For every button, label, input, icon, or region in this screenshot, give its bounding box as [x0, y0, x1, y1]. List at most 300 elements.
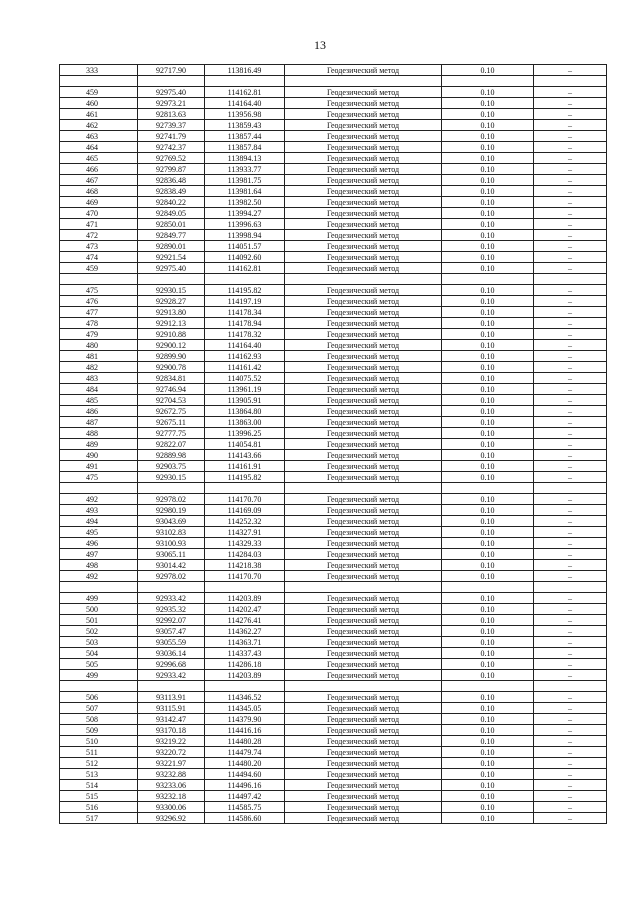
method-cell: Геодезический метод	[285, 692, 442, 703]
description-cell: –	[534, 538, 607, 549]
method-cell: Геодезический метод	[285, 384, 442, 395]
description-cell: –	[534, 560, 607, 571]
point-number-cell: 474	[60, 252, 138, 263]
table-row	[60, 428, 607, 439]
table-row	[60, 417, 607, 428]
separator-row	[60, 483, 607, 494]
y-coordinate-cell: 114479.74	[205, 747, 285, 758]
y-coordinate-cell: 114337.43	[205, 648, 285, 659]
accuracy-cell: 0.10	[442, 318, 534, 329]
x-coordinate-cell: 92928.27	[138, 296, 205, 307]
empty-cell	[442, 681, 534, 692]
table-row	[60, 131, 607, 142]
x-coordinate-cell: 92838.49	[138, 186, 205, 197]
y-coordinate-cell: 114178.32	[205, 329, 285, 340]
method-cell: Геодезический метод	[285, 307, 442, 318]
empty-cell	[138, 274, 205, 285]
accuracy-cell: 0.10	[442, 98, 534, 109]
x-coordinate-cell: 92933.42	[138, 593, 205, 604]
method-cell: Геодезический метод	[285, 197, 442, 208]
separator-row	[60, 76, 607, 87]
empty-cell	[442, 483, 534, 494]
method-cell: Геодезический метод	[285, 362, 442, 373]
method-cell: Геодезический метод	[285, 516, 442, 527]
description-cell: –	[534, 791, 607, 802]
description-cell: –	[534, 450, 607, 461]
x-coordinate-cell: 93057.47	[138, 626, 205, 637]
method-cell: Геодезический метод	[285, 296, 442, 307]
point-number-cell: 492	[60, 494, 138, 505]
accuracy-cell: 0.10	[442, 428, 534, 439]
table-row	[60, 87, 607, 98]
y-coordinate-cell: 114252.32	[205, 516, 285, 527]
table-row	[60, 109, 607, 120]
y-coordinate-cell: 114162.81	[205, 263, 285, 274]
empty-cell	[138, 76, 205, 87]
y-coordinate-cell: 113996.63	[205, 219, 285, 230]
method-cell: Геодезический метод	[285, 263, 442, 274]
x-coordinate-cell: 92675.11	[138, 417, 205, 428]
x-coordinate-cell: 92996.68	[138, 659, 205, 670]
y-coordinate-cell: 113996.25	[205, 428, 285, 439]
accuracy-cell: 0.10	[442, 813, 534, 824]
y-coordinate-cell: 114203.89	[205, 593, 285, 604]
empty-cell	[534, 483, 607, 494]
x-coordinate-cell: 92840.22	[138, 197, 205, 208]
x-coordinate-cell: 92834.81	[138, 373, 205, 384]
accuracy-cell: 0.10	[442, 571, 534, 582]
y-coordinate-cell: 114202.47	[205, 604, 285, 615]
y-coordinate-cell: 114092.60	[205, 252, 285, 263]
empty-cell	[60, 582, 138, 593]
point-number-cell: 515	[60, 791, 138, 802]
point-number-cell: 459	[60, 263, 138, 274]
point-number-cell: 505	[60, 659, 138, 670]
table-row	[60, 769, 607, 780]
accuracy-cell: 0.10	[442, 142, 534, 153]
y-coordinate-cell: 114494.60	[205, 769, 285, 780]
point-number-cell: 477	[60, 307, 138, 318]
y-coordinate-cell: 114586.60	[205, 813, 285, 824]
point-number-cell: 517	[60, 813, 138, 824]
method-cell: Геодезический метод	[285, 736, 442, 747]
description-cell: –	[534, 230, 607, 241]
description-cell: –	[534, 461, 607, 472]
method-cell: Геодезический метод	[285, 395, 442, 406]
x-coordinate-cell: 93170.18	[138, 725, 205, 736]
method-cell: Геодезический метод	[285, 175, 442, 186]
description-cell: –	[534, 340, 607, 351]
x-coordinate-cell: 93221.97	[138, 758, 205, 769]
table-row	[60, 725, 607, 736]
table-row	[60, 714, 607, 725]
method-cell: Геодезический метод	[285, 615, 442, 626]
accuracy-cell: 0.10	[442, 659, 534, 670]
empty-cell	[205, 274, 285, 285]
method-cell: Геодезический метод	[285, 648, 442, 659]
method-cell: Геодезический метод	[285, 802, 442, 813]
description-cell: –	[534, 329, 607, 340]
point-number-cell: 497	[60, 549, 138, 560]
table-row	[60, 208, 607, 219]
separator-row	[60, 681, 607, 692]
empty-cell	[442, 582, 534, 593]
y-coordinate-cell: 114170.70	[205, 494, 285, 505]
point-number-cell: 475	[60, 472, 138, 483]
table-row	[60, 120, 607, 131]
y-coordinate-cell: 113961.19	[205, 384, 285, 395]
x-coordinate-cell: 92913.80	[138, 307, 205, 318]
accuracy-cell: 0.10	[442, 703, 534, 714]
table-row	[60, 153, 607, 164]
accuracy-cell: 0.10	[442, 472, 534, 483]
y-coordinate-cell: 113982.50	[205, 197, 285, 208]
point-number-cell: 513	[60, 769, 138, 780]
x-coordinate-cell: 92903.75	[138, 461, 205, 472]
method-cell: Геодезический метод	[285, 340, 442, 351]
empty-cell	[442, 76, 534, 87]
empty-cell	[60, 483, 138, 494]
method-cell: Геодезический метод	[285, 439, 442, 450]
accuracy-cell: 0.10	[442, 87, 534, 98]
empty-cell	[138, 681, 205, 692]
x-coordinate-cell: 92849.05	[138, 208, 205, 219]
separator-row	[60, 582, 607, 593]
description-cell: –	[534, 604, 607, 615]
description-cell: –	[534, 373, 607, 384]
description-cell: –	[534, 65, 607, 76]
point-number-cell: 480	[60, 340, 138, 351]
method-cell: Геодезический метод	[285, 780, 442, 791]
description-cell: –	[534, 197, 607, 208]
point-number-cell: 478	[60, 318, 138, 329]
description-cell: –	[534, 802, 607, 813]
table-row	[60, 307, 607, 318]
point-number-cell: 461	[60, 109, 138, 120]
coordinates-table-body	[60, 65, 607, 824]
table-row	[60, 65, 607, 76]
x-coordinate-cell: 92933.42	[138, 670, 205, 681]
accuracy-cell: 0.10	[442, 384, 534, 395]
y-coordinate-cell: 113905.91	[205, 395, 285, 406]
y-coordinate-cell: 113933.77	[205, 164, 285, 175]
y-coordinate-cell: 114496.16	[205, 780, 285, 791]
table-row	[60, 538, 607, 549]
method-cell: Геодезический метод	[285, 791, 442, 802]
accuracy-cell: 0.10	[442, 637, 534, 648]
empty-cell	[205, 681, 285, 692]
x-coordinate-cell: 92910.88	[138, 329, 205, 340]
table-row	[60, 263, 607, 274]
point-number-cell: 469	[60, 197, 138, 208]
method-cell: Геодезический метод	[285, 219, 442, 230]
description-cell: –	[534, 296, 607, 307]
y-coordinate-cell: 114218.38	[205, 560, 285, 571]
description-cell: –	[534, 758, 607, 769]
x-coordinate-cell: 92813.63	[138, 109, 205, 120]
method-cell: Геодезический метод	[285, 549, 442, 560]
x-coordinate-cell: 92921.54	[138, 252, 205, 263]
x-coordinate-cell: 92799.87	[138, 164, 205, 175]
y-coordinate-cell: 113863.00	[205, 417, 285, 428]
point-number-cell: 476	[60, 296, 138, 307]
accuracy-cell: 0.10	[442, 208, 534, 219]
table-row	[60, 384, 607, 395]
empty-cell	[534, 274, 607, 285]
point-number-cell: 511	[60, 747, 138, 758]
empty-cell	[285, 681, 442, 692]
x-coordinate-cell: 93102.83	[138, 527, 205, 538]
accuracy-cell: 0.10	[442, 736, 534, 747]
method-cell: Геодезический метод	[285, 703, 442, 714]
page-number: 13	[314, 38, 326, 52]
accuracy-cell: 0.10	[442, 65, 534, 76]
y-coordinate-cell: 114054.81	[205, 439, 285, 450]
accuracy-cell: 0.10	[442, 670, 534, 681]
accuracy-cell: 0.10	[442, 648, 534, 659]
method-cell: Геодезический метод	[285, 208, 442, 219]
y-coordinate-cell: 114178.94	[205, 318, 285, 329]
table-row	[60, 615, 607, 626]
description-cell: –	[534, 593, 607, 604]
x-coordinate-cell: 92672.75	[138, 406, 205, 417]
point-number-cell: 501	[60, 615, 138, 626]
method-cell: Геодезический метод	[285, 461, 442, 472]
description-cell: –	[534, 153, 607, 164]
method-cell: Геодезический метод	[285, 571, 442, 582]
empty-cell	[60, 76, 138, 87]
table-row	[60, 472, 607, 483]
point-number-cell: 473	[60, 241, 138, 252]
accuracy-cell: 0.10	[442, 120, 534, 131]
table-row	[60, 439, 607, 450]
point-number-cell: 465	[60, 153, 138, 164]
empty-cell	[285, 76, 442, 87]
y-coordinate-cell: 114416.16	[205, 725, 285, 736]
method-cell: Геодезический метод	[285, 527, 442, 538]
empty-cell	[138, 582, 205, 593]
description-cell: –	[534, 516, 607, 527]
table-row	[60, 560, 607, 571]
method-cell: Геодезический метод	[285, 714, 442, 725]
accuracy-cell: 0.10	[442, 692, 534, 703]
description-cell: –	[534, 131, 607, 142]
y-coordinate-cell: 114480.28	[205, 736, 285, 747]
empty-cell	[442, 274, 534, 285]
description-cell: –	[534, 219, 607, 230]
x-coordinate-cell: 92704.53	[138, 395, 205, 406]
empty-cell	[285, 274, 442, 285]
method-cell: Геодезический метод	[285, 659, 442, 670]
table-row	[60, 296, 607, 307]
x-coordinate-cell: 92978.02	[138, 494, 205, 505]
table-row	[60, 791, 607, 802]
description-cell: –	[534, 659, 607, 670]
y-coordinate-cell: 113857.44	[205, 131, 285, 142]
description-cell: –	[534, 318, 607, 329]
empty-cell	[205, 76, 285, 87]
method-cell: Геодезический метод	[285, 505, 442, 516]
y-coordinate-cell: 114363.71	[205, 637, 285, 648]
table-row	[60, 670, 607, 681]
point-number-cell: 502	[60, 626, 138, 637]
point-number-cell: 514	[60, 780, 138, 791]
accuracy-cell: 0.10	[442, 362, 534, 373]
empty-cell	[138, 483, 205, 494]
description-cell: –	[534, 549, 607, 560]
y-coordinate-cell: 114161.91	[205, 461, 285, 472]
description-cell: –	[534, 494, 607, 505]
table-row	[60, 197, 607, 208]
point-number-cell: 507	[60, 703, 138, 714]
x-coordinate-cell: 92912.13	[138, 318, 205, 329]
x-coordinate-cell: 92746.94	[138, 384, 205, 395]
table-row	[60, 219, 607, 230]
point-number-cell: 503	[60, 637, 138, 648]
y-coordinate-cell: 113981.64	[205, 186, 285, 197]
point-number-cell: 487	[60, 417, 138, 428]
point-number-cell: 506	[60, 692, 138, 703]
description-cell: –	[534, 439, 607, 450]
accuracy-cell: 0.10	[442, 494, 534, 505]
y-coordinate-cell: 114143.66	[205, 450, 285, 461]
method-cell: Геодезический метод	[285, 131, 442, 142]
x-coordinate-cell: 93065.11	[138, 549, 205, 560]
method-cell: Геодезический метод	[285, 450, 442, 461]
method-cell: Геодезический метод	[285, 65, 442, 76]
table-row	[60, 648, 607, 659]
point-number-cell: 459	[60, 87, 138, 98]
y-coordinate-cell: 114162.93	[205, 351, 285, 362]
table-row	[60, 186, 607, 197]
description-cell: –	[534, 626, 607, 637]
description-cell: –	[534, 703, 607, 714]
x-coordinate-cell: 93043.69	[138, 516, 205, 527]
method-cell: Геодезический метод	[285, 813, 442, 824]
method-cell: Геодезический метод	[285, 373, 442, 384]
description-cell: –	[534, 263, 607, 274]
method-cell: Геодезический метод	[285, 406, 442, 417]
x-coordinate-cell: 93220.72	[138, 747, 205, 758]
accuracy-cell: 0.10	[442, 461, 534, 472]
point-number-cell: 475	[60, 285, 138, 296]
table-row	[60, 692, 607, 703]
accuracy-cell: 0.10	[442, 439, 534, 450]
point-number-cell: 471	[60, 219, 138, 230]
accuracy-cell: 0.10	[442, 197, 534, 208]
description-cell: –	[534, 384, 607, 395]
x-coordinate-cell: 92889.98	[138, 450, 205, 461]
method-cell: Геодезический метод	[285, 417, 442, 428]
method-cell: Геодезический метод	[285, 241, 442, 252]
description-cell: –	[534, 252, 607, 263]
method-cell: Геодезический метод	[285, 428, 442, 439]
description-cell: –	[534, 395, 607, 406]
method-cell: Геодезический метод	[285, 252, 442, 263]
table-row	[60, 802, 607, 813]
method-cell: Геодезический метод	[285, 725, 442, 736]
description-cell: –	[534, 87, 607, 98]
x-coordinate-cell: 92975.40	[138, 263, 205, 274]
point-number-cell: 499	[60, 670, 138, 681]
description-cell: –	[534, 527, 607, 538]
point-number-cell: 516	[60, 802, 138, 813]
empty-cell	[205, 483, 285, 494]
y-coordinate-cell: 114170.70	[205, 571, 285, 582]
method-cell: Геодезический метод	[285, 153, 442, 164]
method-cell: Геодезический метод	[285, 87, 442, 98]
accuracy-cell: 0.10	[442, 395, 534, 406]
method-cell: Геодезический метод	[285, 494, 442, 505]
description-cell: –	[534, 725, 607, 736]
method-cell: Геодезический метод	[285, 604, 442, 615]
point-number-cell: 509	[60, 725, 138, 736]
accuracy-cell: 0.10	[442, 527, 534, 538]
point-number-cell: 508	[60, 714, 138, 725]
accuracy-cell: 0.10	[442, 560, 534, 571]
table-row	[60, 252, 607, 263]
x-coordinate-cell: 92717.90	[138, 65, 205, 76]
y-coordinate-cell: 114284.03	[205, 549, 285, 560]
accuracy-cell: 0.10	[442, 505, 534, 516]
accuracy-cell: 0.10	[442, 516, 534, 527]
accuracy-cell: 0.10	[442, 164, 534, 175]
empty-cell	[534, 582, 607, 593]
point-number-cell: 493	[60, 505, 138, 516]
table-row	[60, 637, 607, 648]
point-number-cell: 496	[60, 538, 138, 549]
table-row	[60, 373, 607, 384]
accuracy-cell: 0.10	[442, 131, 534, 142]
accuracy-cell: 0.10	[442, 549, 534, 560]
x-coordinate-cell: 92978.02	[138, 571, 205, 582]
table-row	[60, 241, 607, 252]
y-coordinate-cell: 114195.82	[205, 472, 285, 483]
description-cell: –	[534, 615, 607, 626]
y-coordinate-cell: 113816.49	[205, 65, 285, 76]
x-coordinate-cell: 92739.37	[138, 120, 205, 131]
x-coordinate-cell: 92849.77	[138, 230, 205, 241]
point-number-cell: 512	[60, 758, 138, 769]
empty-cell	[285, 582, 442, 593]
description-cell: –	[534, 406, 607, 417]
method-cell: Геодезический метод	[285, 164, 442, 175]
table-row	[60, 461, 607, 472]
description-cell: –	[534, 307, 607, 318]
accuracy-cell: 0.10	[442, 802, 534, 813]
method-cell: Геодезический метод	[285, 109, 442, 120]
table-row	[60, 351, 607, 362]
x-coordinate-cell: 92890.01	[138, 241, 205, 252]
table-row	[60, 175, 607, 186]
accuracy-cell: 0.10	[442, 593, 534, 604]
accuracy-cell: 0.10	[442, 219, 534, 230]
method-cell: Геодезический метод	[285, 120, 442, 131]
point-number-cell: 483	[60, 373, 138, 384]
table-row	[60, 593, 607, 604]
description-cell: –	[534, 142, 607, 153]
method-cell: Геодезический метод	[285, 670, 442, 681]
x-coordinate-cell: 92980.19	[138, 505, 205, 516]
y-coordinate-cell: 114075.52	[205, 373, 285, 384]
point-number-cell: 495	[60, 527, 138, 538]
description-cell: –	[534, 736, 607, 747]
description-cell: –	[534, 769, 607, 780]
x-coordinate-cell: 93300.06	[138, 802, 205, 813]
point-number-cell: 499	[60, 593, 138, 604]
table-row	[60, 450, 607, 461]
point-number-cell: 498	[60, 560, 138, 571]
